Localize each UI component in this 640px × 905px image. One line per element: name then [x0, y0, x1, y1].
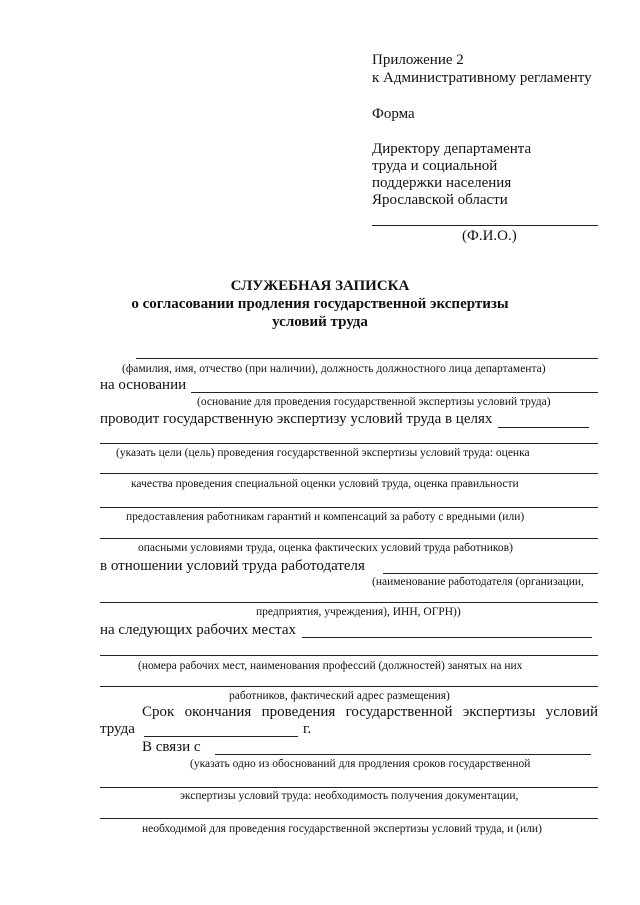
document-subtitle-1: о согласовании продления государственной экспертизы — [131, 296, 509, 312]
goals-fill-line — [498, 427, 589, 428]
caption-goals-3: предоставления работникам гарантий и компенсаций за работу с вредными (или) — [126, 511, 525, 523]
deadline-date-line — [144, 736, 298, 737]
label-conducts: проводит государственную экспертизу условий труда в целях — [100, 411, 493, 427]
workplaces-line-3 — [100, 686, 598, 687]
addressee-line-1: Директору департамента — [372, 141, 532, 157]
fio-underline — [372, 225, 598, 226]
goals-line-2 — [100, 473, 598, 474]
caption-goals-4: опасными условиями труда, оценка фактических условий труда работников) — [138, 542, 513, 554]
workplaces-line-2 — [100, 655, 598, 656]
form-label: Форма — [372, 106, 415, 122]
employer-fill-line — [383, 573, 598, 574]
caption-reason-1: (указать одно из обоснований для продления сроков государственной — [190, 758, 531, 770]
deadline-sentence: Срок окончания проведения государственной экспертизы условий — [142, 704, 598, 720]
caption-employer-1: (наименование работодателя (организации, — [372, 576, 584, 588]
document-subtitle-2: условий труда — [272, 314, 368, 330]
caption-goals-1: (указать цели (цель) проведения государственной экспертизы условий труда: оценка — [116, 447, 530, 459]
addressee-line-3: поддержки населения — [372, 175, 512, 191]
appendix-number: Приложение 2 — [372, 52, 464, 68]
basis-fill-line — [191, 392, 598, 393]
caption-workplaces-2: работников, фактический адрес размещения) — [229, 690, 450, 702]
official-fill-line — [136, 358, 598, 359]
reason-line-3 — [100, 818, 598, 819]
goals-line-1 — [100, 443, 598, 444]
reason-line-2 — [100, 787, 598, 788]
addressee-line-2: труда и социальной — [372, 158, 498, 174]
workplaces-fill-line — [302, 637, 592, 638]
document-title: СЛУЖЕБНАЯ ЗАПИСКА — [230, 278, 410, 294]
reason-fill-line — [215, 754, 591, 755]
caption-workplaces-1: (номера рабочих мест, наименования профессий (должностей) занятых на них — [138, 660, 523, 672]
caption-goals-2: качества проведения специальной оценки условий труда, оценка правильности — [131, 478, 519, 490]
label-due-to: В связи с — [142, 739, 201, 755]
fio-caption: (Ф.И.О.) — [462, 228, 517, 244]
label-regarding: в отношении условий труда работодателя — [100, 558, 365, 574]
caption-basis: (основание для проведения государственной экспертизы условий труда) — [197, 396, 551, 408]
addressee-line-4: Ярославской области — [372, 192, 508, 208]
caption-employer-2: предприятия, учреждения), ИНН, ОГРН)) — [256, 606, 461, 618]
deadline-label-labor: труда — [100, 721, 135, 737]
deadline-year-suffix: г. — [303, 721, 312, 737]
goals-line-3 — [100, 507, 598, 508]
employer-line-2 — [100, 602, 598, 603]
caption-official: (фамилия, имя, отчество (при наличии), должность должностного лица департамента) — [122, 363, 546, 375]
regulation-ref: к Административному регламенту — [372, 70, 592, 86]
caption-reason-3: необходимой для проведения государственной экспертизы условий труда, и (или) — [142, 823, 542, 835]
goals-line-4 — [100, 538, 598, 539]
label-workplaces: на следующих рабочих местах — [100, 622, 297, 638]
label-on-basis: на основании — [100, 377, 187, 393]
caption-reason-2: экспертизы условий труда: необходимость получения документации, — [180, 790, 519, 802]
